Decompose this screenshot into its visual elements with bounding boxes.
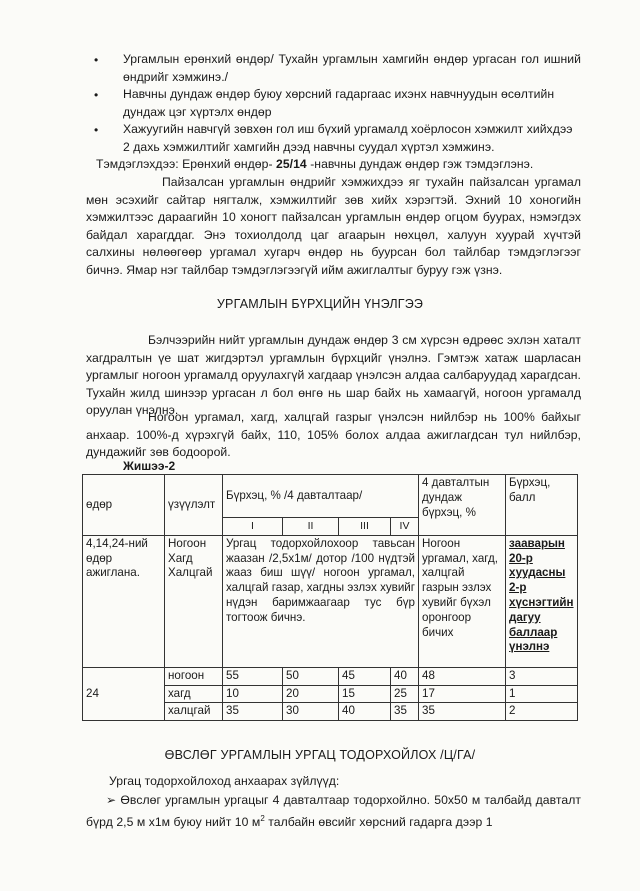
cell: 35	[223, 703, 283, 721]
bullet-dot: •	[94, 88, 99, 102]
cell: 55	[223, 667, 283, 685]
cell-average: 35	[419, 703, 506, 721]
cell: 20	[283, 685, 339, 703]
cell-average: 48	[419, 667, 506, 685]
row1-cover-text: Ургац тодорхойлохоор тавьсан жаазан /2,5х1м/ дотор /100 нүдтэй жааз биш шүү/ ногоон ургамал, халцгай газар, хагдны эзлэх хувийг нүдэн баримжаагаар тус бүр тогтоож бичнэ.	[223, 535, 419, 667]
cell-score: 3	[506, 667, 578, 685]
arrow-icon: ➢	[106, 793, 121, 807]
rep-header: I	[223, 518, 283, 536]
cell: 10	[223, 685, 283, 703]
bullet-dot: •	[94, 123, 99, 137]
header-cover: Бүрхэц, % /4 давталтаар/	[223, 475, 419, 518]
cell-score: 1	[506, 685, 578, 703]
paragraph-3: Ногоон ургамал, хагд, халцгай газрыг үнэлсэн нийлбэр нь 100% байхыг анхаар. 100%-д хүрэхгүй байх, 110, 105% болох алдаа ажиглагдсан тул нийлбэр, дундажийг зөв бодоорой.	[86, 410, 581, 460]
row-name: хагд	[165, 685, 223, 703]
cell-average: 17	[419, 685, 506, 703]
bullet-dot: •	[94, 53, 99, 67]
cell: 40	[339, 703, 391, 721]
rep-header: IV	[391, 518, 419, 536]
paragraph-1: Пайзалсан ургамлын өндрийг хэмжихдээ яг тухайн пайзалсан ургамал мөн эсэхийг сайтар нягталж, хэмжилтийг зөв хийх хэрэгтэй. Эхний 10 хоногийн хэмжилтээс дараагийн 10 хоногт пайзалсан ургамлын өндөр огцом буурах, нэмэгдэх байдал харагддаг. Энэ тохиолдолд цаг агаарын нөхцөл, халуун хуурай хүчтэй салхины нөлөөгөөр ургамал хугарч өндөр нь буурсан бол тайлбар тэмдэглэгээг бичнэ. Ямар нэг тайлбар тэмдэглэгээгүй ийм ажиглалтыг буруу гэж үзнэ.	[86, 175, 581, 277]
rep-header: III	[339, 518, 391, 536]
row-name: ногоон	[165, 667, 223, 685]
heading-cover-assessment: УРГАМЛЫН БҮРХЦИЙН ҮНЭЛГЭЭ	[216, 297, 424, 311]
cell: 25	[391, 685, 419, 703]
note-line: Тэмдэглэхдээ: Ерөнхий өндөр- 25/14 -навчны дундаж өндөр гэж тэмдэглэнэ.	[96, 157, 534, 171]
rep-header: II	[283, 518, 339, 536]
cell: 50	[283, 667, 339, 685]
cell: 45	[339, 667, 391, 685]
row-name: халцгай	[165, 703, 223, 721]
cell: 30	[283, 703, 339, 721]
cell: 40	[391, 667, 419, 685]
row1-average-text: Ногоон ургамал, хагд, халцгай газрын эзлэх хувийг бүхэл оронгоор бичих	[419, 535, 506, 667]
example-label: Жишээ-2	[123, 459, 176, 473]
paragraph-5: ➢ Өвслөг ургамлын ургацыг 4 давталтаар тодорхойлно. 50х50 м талбайд давталт бүрд 2,5 м х1м буюу нийт 10 $м^2$ талбайн өвсийг хөрсний гадарга дээр 1	[86, 793, 581, 829]
cell: 35	[391, 703, 419, 721]
header-score: Бүрхэц, балл	[506, 475, 578, 536]
paragraph-4: Ургац тодорхойлоход анхаарах зүйлүүд:	[109, 774, 340, 788]
row1-date: 4,14,24-ний өдөр ажиглана.	[83, 535, 165, 667]
bullet-3: Хажуугийн навчгүй зөвхөн гол иш бүхий ургамалд хоёрлосон хэмжилт хийхдээ 2 дахь хэмжилтийг хамгийн дээд навчны суудал хүртэл хэмжинэ.	[123, 122, 573, 154]
header-date: өдөр	[83, 475, 165, 536]
row1-indicator: Ногоон Хагд Халцгай	[165, 535, 223, 667]
cell-score: 2	[506, 703, 578, 721]
header-average: 4 давталтын дундаж бүрхэц, %	[419, 475, 506, 536]
bullet-2: Навчны дундаж өндөр буюу хөрсний гадаргаас ихэнх навчнуудын өсөлтийн дундаж цэг хүртэлх өндөр	[123, 87, 555, 119]
row1-score-text: зааварын 20-р хуудасны 2-р хүснэгтийн дагуу баллаар үнэлнэ	[506, 535, 578, 667]
paragraph-2: Бэлчээрийн нийт ургамлын дундаж өндөр 3 см хүрсэн өдрөөс эхлэн хаталт хагдралтын үе шат жигдэртэл ургамлын бүрхцийг үнэлнэ. Гэмтэж хатаж шарласан ургамлыг ногоон ургамалд оруулахгүй хагдаар үнэлсэн алдаа салбаруудад харагдсан. Тухайн жилд шинээр ургасан л бол өнгө нь шар байх нь хамаагүй, ногоон ургамалд оруулан үнэлнэ.	[86, 333, 581, 418]
heading-yield: ӨВСЛӨГ УРГАМЛЫН УРГАЦ ТОДОРХОЙЛОХ /Ц/ГА/	[164, 748, 476, 762]
row2-date: 24	[83, 667, 165, 720]
cell: 15	[339, 685, 391, 703]
cover-table	[82, 474, 578, 721]
header-indicator: үзүүлэлт	[165, 475, 223, 536]
bullet-1-line1: Ургамлын ерөнхий өндөр/ Тухайн ургамлын хамгийн өндөр ургасан гол ишний өндрийг хэмжинэ./	[123, 52, 581, 84]
